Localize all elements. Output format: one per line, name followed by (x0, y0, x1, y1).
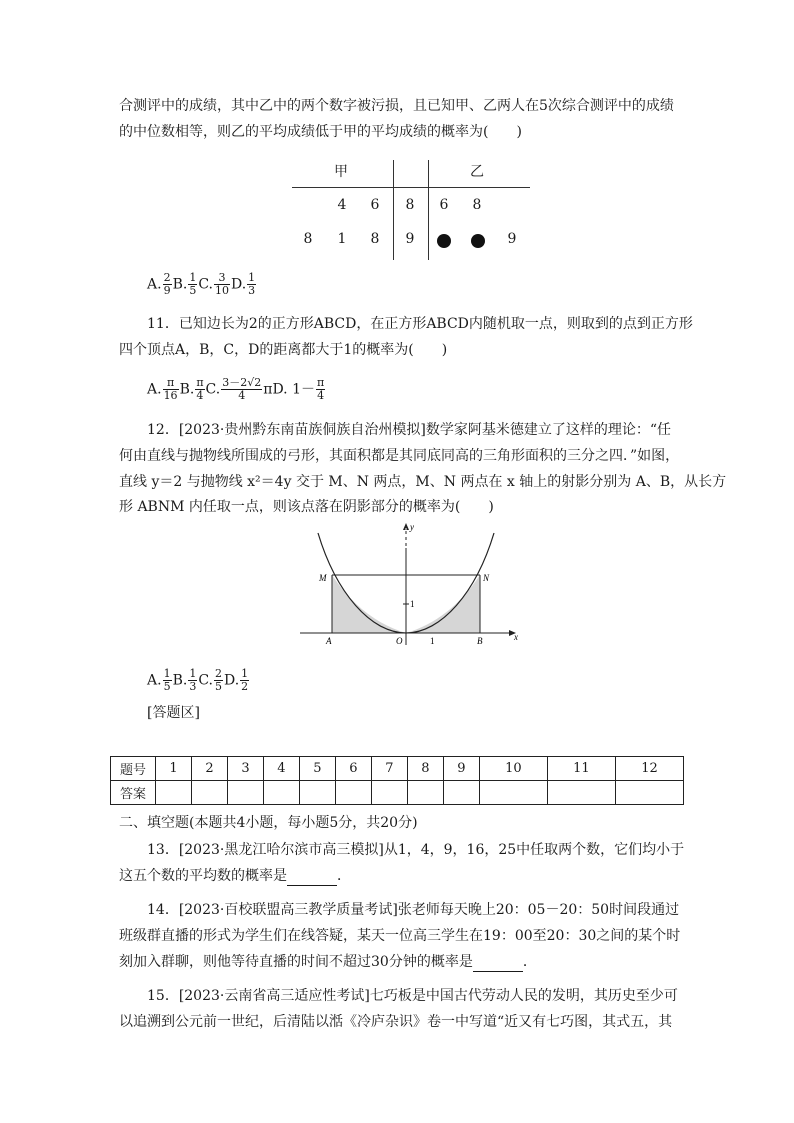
label-one-x: 1 (430, 636, 435, 646)
option-d-label: D. 1－ (272, 381, 315, 398)
fraction-denominator: 9 (163, 284, 171, 297)
question-number-cell: 5 (299, 757, 335, 781)
label-m: M (319, 573, 327, 583)
answer-cell[interactable] (227, 781, 263, 805)
q10-options (147, 272, 257, 297)
option-d-fraction (316, 377, 325, 402)
option-a-label: A. (147, 672, 162, 689)
shaded-region (332, 575, 406, 633)
answer-cell[interactable] (263, 781, 299, 805)
fraction-denominator: 5 (163, 680, 171, 693)
q12-options (147, 668, 250, 693)
option-b-fraction (195, 377, 204, 402)
answer-cell[interactable] (191, 781, 227, 805)
answer-cell[interactable] (299, 781, 335, 805)
fraction-denominator: 16 (163, 389, 178, 402)
period: ． (522, 954, 537, 970)
question-number-cell: 7 (371, 757, 407, 781)
q15-stem-line2: 以追溯到公元前一世纪，后清陆以湉《冷庐杂识》卷一中写道“近又有七巧图，其式五，其 (119, 1014, 673, 1030)
q13-stem-line2 (119, 866, 351, 886)
fraction-numerator: 1 (163, 667, 171, 680)
q13-answer-blank[interactable] (287, 871, 337, 886)
stemplot-leaf: 9 (507, 231, 517, 247)
q14-stem-line2: 班级群直播的形式为学生们在线答疑，某天一位高三学生在19：00至20：30之间的某个时 (119, 928, 681, 944)
answer-cell[interactable] (479, 781, 547, 805)
fraction-numerator: 2 (214, 667, 222, 680)
q12-stem-line4: 形 ABNM 内任取一点，则该点落在阴影部分的概率为( ) (119, 499, 494, 515)
option-c-tail: π (263, 381, 273, 398)
answer-cell[interactable] (335, 781, 371, 805)
q11-options (147, 377, 326, 402)
fraction-denominator: 5 (214, 680, 222, 693)
stemplot-leaf: 6 (370, 197, 380, 213)
question-number-cell: 6 (335, 757, 371, 781)
question-number-cell: 8 (407, 757, 443, 781)
answer-cell[interactable] (156, 781, 192, 805)
fraction-denominator: 3 (189, 680, 197, 693)
option-c-fraction (221, 377, 262, 402)
answer-cell[interactable] (407, 781, 443, 805)
stemplot-leaf: 8 (472, 197, 482, 213)
option-d-label: D. (230, 276, 247, 293)
q14-answer-blank[interactable] (473, 957, 523, 972)
q14-stem-line3 (119, 952, 537, 972)
question-number-cell: 12 (615, 757, 683, 781)
q12-stem-line3: 直线 y＝2 与抛物线 x²＝4y 交于 M、N 两点，M、N 两点在 x 轴上的射影分别为 A、B，从长方 (119, 474, 727, 490)
label-x: x (514, 632, 518, 642)
answer-cell[interactable] (443, 781, 479, 805)
option-d-fraction (247, 272, 256, 297)
stemplot-leaf: 8 (303, 231, 313, 247)
fraction-denominator: 4 (238, 389, 246, 402)
answer-cell[interactable] (371, 781, 407, 805)
smudged-digit-icon (471, 234, 485, 248)
question-number-cell: 3 (227, 757, 263, 781)
stemplot-leaf: 8 (370, 231, 380, 247)
fraction-denominator: 2 (241, 680, 249, 693)
shaded-region (406, 575, 480, 633)
smudged-digit-icon (437, 234, 451, 248)
option-c-label: C. (198, 672, 213, 689)
q13-text: 这五个数的平均数的概率是 (119, 868, 287, 884)
question-number-cell: 2 (191, 757, 227, 781)
fraction-numerator: π (196, 376, 204, 389)
answer-table-answer-row (111, 781, 684, 805)
fraction-numerator: 3 (214, 272, 230, 285)
fraction-denominator: 4 (317, 389, 325, 402)
answer-cell[interactable] (547, 781, 615, 805)
q12-stem-line1: 12．[2023·贵州黔东南苗族侗族自治州模拟]数学家阿基米德建立了这样的理论：“任 (147, 422, 671, 438)
option-c-label: C. (198, 276, 213, 293)
q11-stem-line2: 四个顶点A，B，C，D的距离都大于1的概率为( ) (119, 342, 448, 358)
answer-cell[interactable] (615, 781, 683, 805)
section2-title: 二、填空题(本题共4小题，每小题5分，共20分) (119, 815, 418, 831)
stemplot-divider-right (428, 160, 429, 260)
label-o: O (396, 636, 403, 646)
question-number-cell: 11 (547, 757, 615, 781)
option-b-fraction (188, 272, 197, 297)
stemplot-stem: 8 (405, 197, 415, 213)
fraction-denominator: 10 (214, 284, 229, 297)
option-b-fraction (188, 668, 197, 693)
stemplot-stem: 9 (405, 231, 415, 247)
stemplot-leaf: 1 (337, 231, 347, 247)
answer-table-header-row (111, 757, 684, 781)
fraction-numerator: 1 (189, 667, 197, 680)
stemplot-divider-left (393, 160, 394, 260)
question-number-cell: 4 (263, 757, 299, 781)
answer-table (110, 756, 684, 805)
q13-stem-line1: 13．[2023·黑龙江哈尔滨市高三模拟]从1，4，9，16，25中任取两个数，它们均小于 (147, 842, 685, 858)
table-row-label: 答案 (111, 781, 156, 805)
question-number-cell: 1 (156, 757, 192, 781)
option-a-fraction (163, 272, 172, 297)
answer-area-label: [答题区] (147, 705, 200, 721)
fraction-numerator: π (163, 377, 179, 390)
fraction-numerator: 1 (189, 271, 197, 284)
stemplot-header-jia: 甲 (334, 164, 348, 180)
label-one-y: 1 (410, 599, 415, 609)
fraction-numerator: 3－2√2 (222, 376, 262, 389)
fraction-numerator: 1 (248, 271, 256, 284)
fraction-denominator: 4 (196, 389, 204, 402)
q12-stem-line2: 何由直线与抛物线所围成的弓形，其面积都是其同底同高的三角形面积的三分之四．”如图， (119, 448, 680, 464)
period: ． (337, 868, 351, 884)
stemplot-header-rule (292, 187, 530, 188)
option-a-fraction (163, 377, 179, 402)
fraction-denominator: 5 (189, 284, 197, 297)
option-c-label: C. (205, 381, 221, 398)
option-b-label: B. (172, 276, 188, 293)
fraction-denominator: 3 (248, 284, 256, 297)
fraction-numerator: 2 (163, 271, 171, 284)
table-row-label: 题号 (111, 757, 156, 781)
option-c-fraction (214, 668, 223, 693)
option-b-label: B. (172, 672, 188, 689)
label-n: N (483, 573, 490, 583)
option-a-fraction (163, 668, 172, 693)
label-y: y (410, 522, 414, 532)
stemplot-header-yi: 乙 (470, 164, 484, 180)
option-c-fraction (214, 272, 230, 297)
question-number-cell: 9 (443, 757, 479, 781)
stemplot-leaf: 6 (439, 197, 449, 213)
fraction-numerator: 1 (241, 667, 249, 680)
label-a: A (326, 636, 332, 646)
option-b-label: B. (179, 381, 195, 398)
label-b: B (477, 636, 483, 646)
parabola-figure (296, 518, 528, 646)
option-a-label: A. (147, 381, 162, 398)
option-a-label: A. (147, 276, 162, 293)
q11-stem-line1: 11．已知边长为2的正方形ABCD，在正方形ABCD内随机取一点，则取到的点到正方形 (147, 316, 693, 332)
q10-stem-line2: 的中位数相等，则乙的平均成绩低于甲的平均成绩的概率为( ) (119, 124, 522, 140)
option-d-fraction (240, 668, 249, 693)
stemplot-leaf: 4 (337, 197, 347, 213)
q10-stem-line1: 合测评中的成绩，其中乙中的两个数字被污损，且已知甲、乙两人在5次综合测评中的成绩 (119, 98, 674, 114)
q14-stem-line1: 14．[2023·百校联盟高三教学质量考试]张老师每天晚上20：05－20：50时间段通过 (147, 902, 680, 918)
q14-text: 刻加入群聊，则他等待直播的时间不超过30分钟的概率是 (119, 954, 473, 970)
question-number-cell: 10 (479, 757, 547, 781)
fraction-numerator: π (316, 376, 325, 389)
option-d-label: D. (223, 672, 240, 689)
q15-stem-line1: 15．[2023·云南省高三适应性考试]七巧板是中国古代劳动人民的发明，其历史至少可 (147, 988, 678, 1004)
